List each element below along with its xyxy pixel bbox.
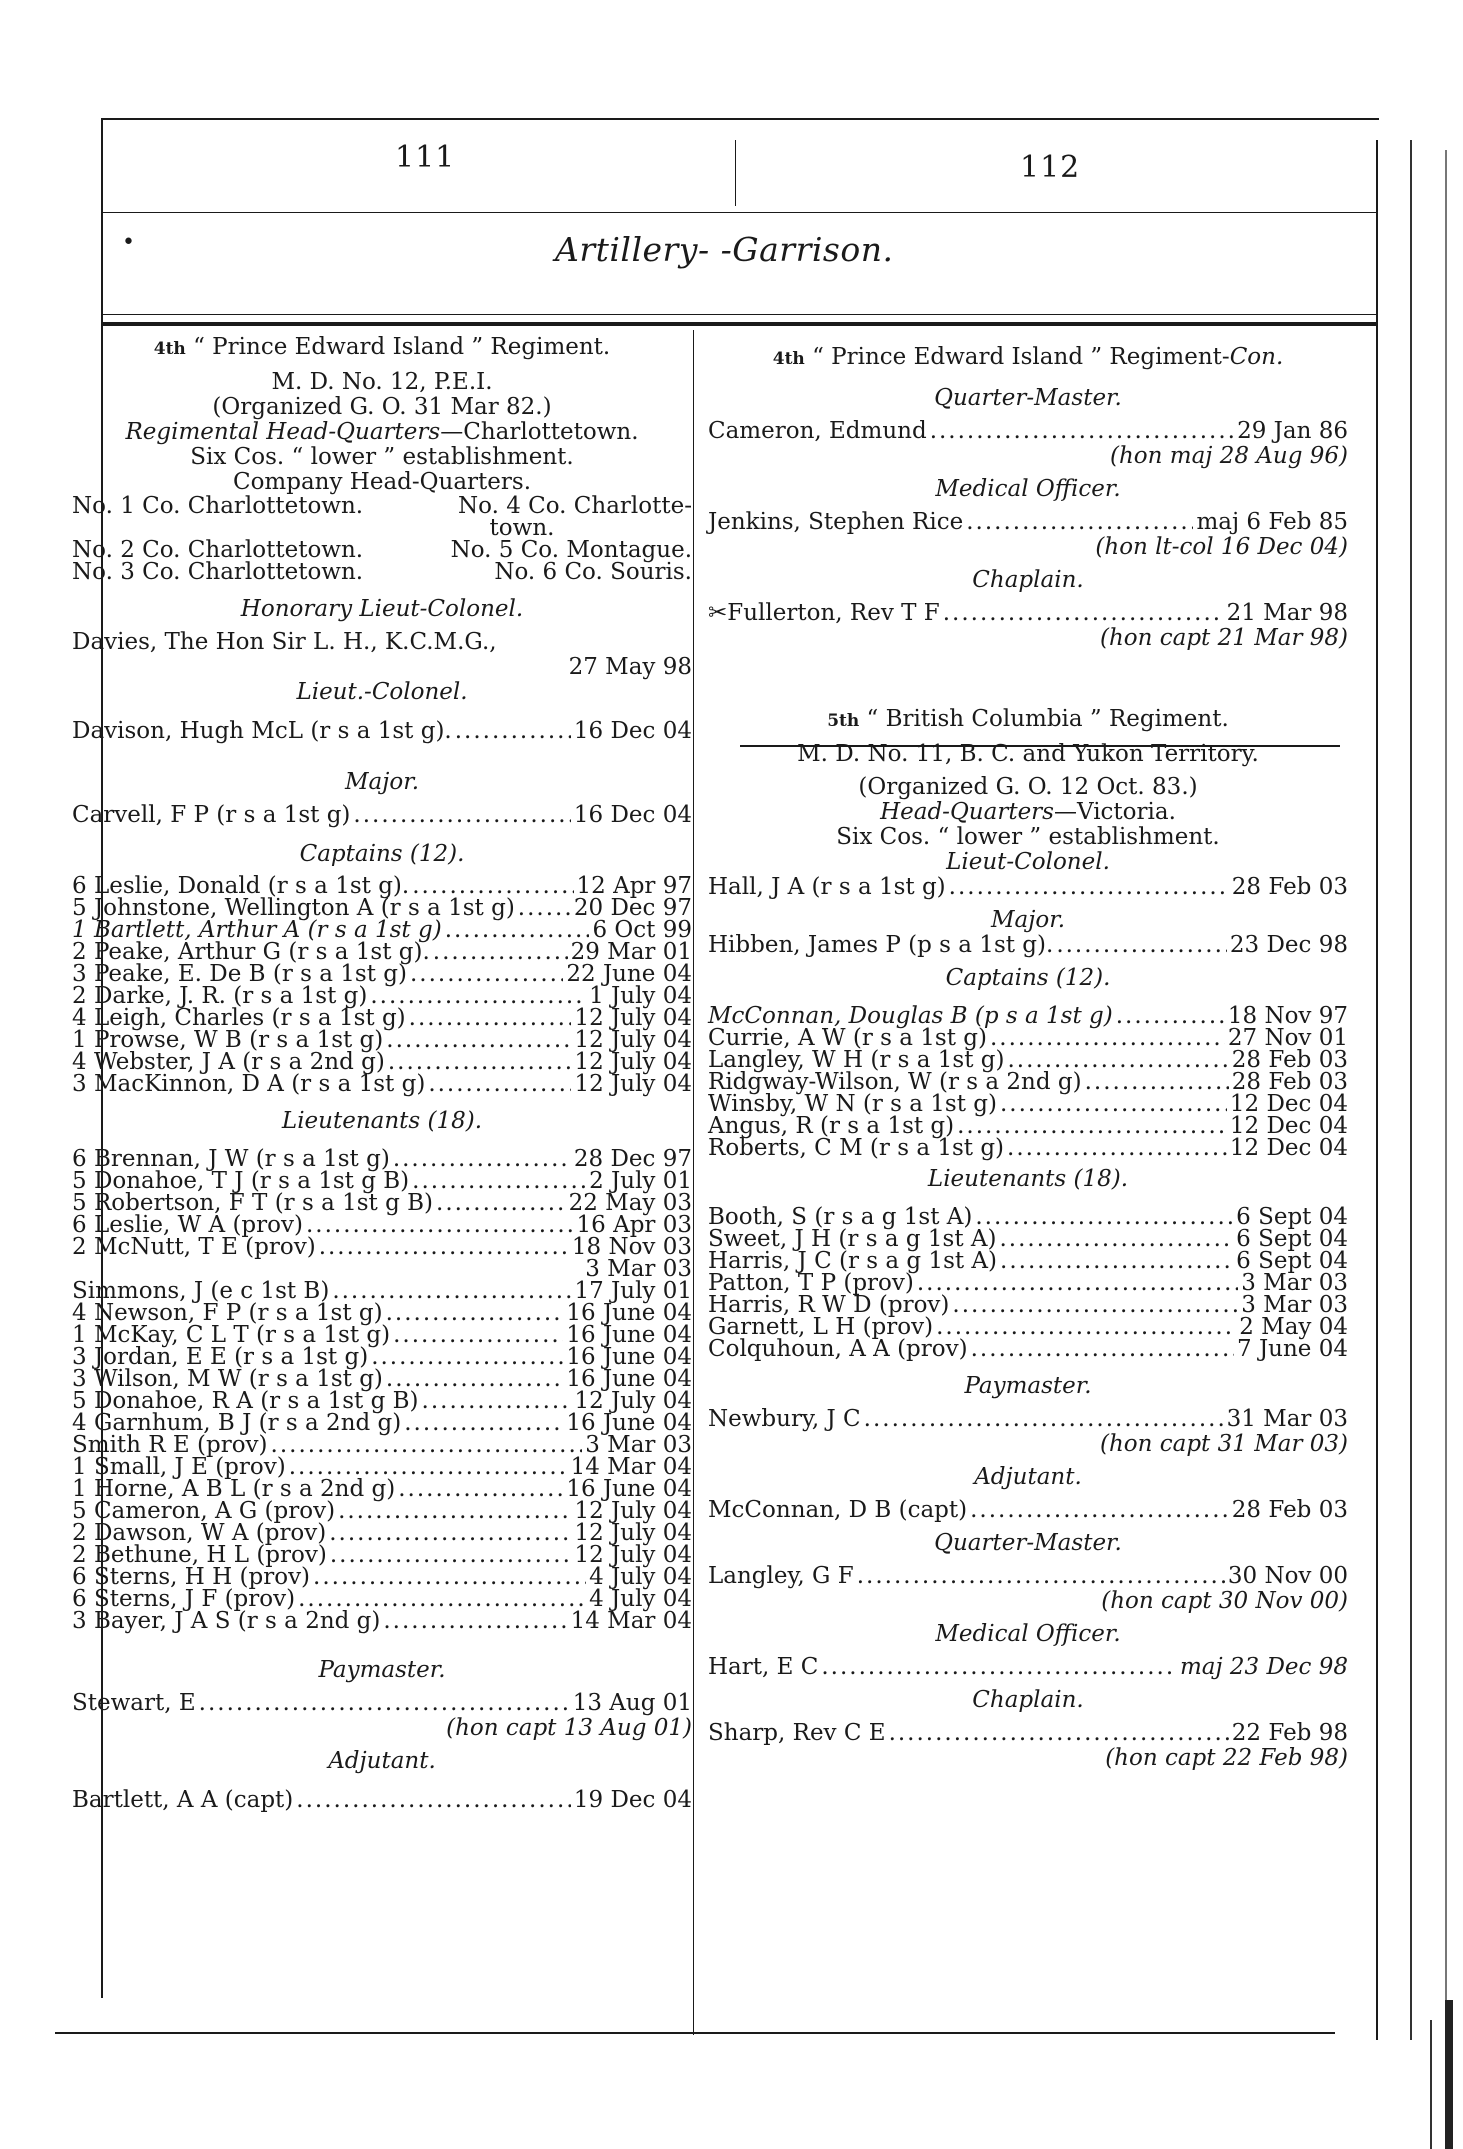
lieutenant-entry: 5 Robertson, F T (r s a 1st g B) ..... 22 May 03 (72, 1192, 692, 1214)
adjutant-entry: McConnan, D B (capt) ..... 28 Feb 03 (708, 1498, 1348, 1523)
establishment-note: Six Cos. “ lower ” establishment. (190, 444, 574, 470)
lieutenant-entry: 6 Brennan, J W (r s a 1st g) ..... 28 Dec 97 (72, 1148, 692, 1170)
lieutenant-entry: Sweet, J H (r s a g 1st A) ..... 6 Sept 04 (708, 1228, 1348, 1250)
qm2-heading: Quarter-Master. (934, 1530, 1122, 1556)
regimental-hq (708, 800, 1348, 825)
qm-heading: Quarter-Master. (934, 385, 1122, 411)
captain-entry: Angus, R (r s a 1st g) ..... 12 Dec 04 (708, 1115, 1348, 1137)
mo2-heading: Medical Officer. (935, 1621, 1121, 1647)
regiment-heading (72, 335, 692, 362)
hon-lt-col-date: 27 May 98 (568, 654, 692, 680)
company-list (72, 495, 692, 583)
captain-entry: 1 Bartlett, Arthur A (r s a 1st g) ..... 6 Oct 99 (72, 919, 692, 941)
captains-list (708, 1005, 1348, 1159)
captains-heading: Captains (12). (299, 841, 465, 867)
qm2-entry: Langley, G F ..... 30 Nov 00 (708, 1564, 1348, 1589)
binding-edge-mark (1445, 2000, 1453, 2149)
mo-heading: Medical Officer. (935, 476, 1121, 502)
hq-label: Head-Quarters (880, 799, 1054, 825)
captain-entry: 6 Leslie, Donald (r s a 1st g). ..... 12 Apr 97 (72, 875, 692, 897)
regiment-name: “ British Columbia ” Regiment. (866, 706, 1229, 732)
regiment-name: “ Prince Edward Island ” Regiment- (812, 344, 1230, 370)
captain-entry: 1 Prowse, W B (r s a 1st g) ..... 12 July 04 (72, 1029, 692, 1051)
chaplain2-hon: (hon capt 22 Feb 98) (1105, 1745, 1348, 1771)
lieutenants-list (708, 1206, 1348, 1360)
lieutenant-entry: Smith R E (prov) ..... 3 Mar 03 (72, 1434, 692, 1456)
hq-label: Regimental Head-Quarters (125, 419, 441, 445)
chaplain2-entry: Sharp, Rev C E ..... 22 Feb 98 (708, 1721, 1348, 1746)
lieutenant-entry: Booth, S (r s a g 1st A) ..... 6 Sept 04 (708, 1206, 1348, 1228)
paymaster-heading: Paymaster. (964, 1373, 1092, 1399)
binding-edge-line (1410, 140, 1412, 2040)
binding-edge-faint (1445, 150, 1447, 2000)
company-hq-heading: Company Head-Quarters. (232, 469, 532, 495)
chaplain-entry: ✂Fullerton, Rev T F ..... 21 Mar 98 (708, 601, 1348, 626)
lieutenant-entry: 5 Donahoe, T J (r s a 1st g B) ..... 2 July 01 (72, 1170, 692, 1192)
hq-place: —Victoria. (1053, 799, 1176, 825)
lieutenant-entry: 6 Sterns, H H (prov) ..... 4 July 04 (72, 1566, 692, 1588)
captain-entry: Winsby, W N (r s a 1st g) ..... 12 Dec 04 (708, 1093, 1348, 1115)
lieutenant-entry: 3 Wilson, M W (r s a 1st g) ..... 16 June 04 (72, 1368, 692, 1390)
lieutenant-entry: 4 Newson, F P (r s a 1st g) ..... 16 June 04 (72, 1302, 692, 1324)
lieutenant-entry: Simmons, J (e c 1st B) ..... 17 July 01 (72, 1280, 692, 1302)
paymaster-heading: Paymaster. (318, 1657, 446, 1683)
page-number-right: 112 (1020, 150, 1081, 185)
qm2-hon: (hon capt 30 Nov 00) (1101, 1588, 1348, 1614)
continued-heading (708, 345, 1348, 372)
captain-entry: Currie, A W (r s a 1st g) ..... 27 Nov 01 (708, 1027, 1348, 1049)
frame-right-rule (1376, 140, 1378, 2040)
captain-entry: 2 Darke, J. R. (r s a 1st g) ..... 1 July 04 (72, 985, 692, 1007)
adjutant-heading: Adjutant. (328, 1748, 436, 1774)
major-heading: Major. (990, 907, 1066, 933)
captains-heading: Captains (12). (945, 965, 1111, 991)
major-entry: Carvell, F P (r s a 1st g) ..... 16 Dec 04 (72, 803, 692, 828)
lieutenant-entry: 3 Bayer, J A S (r s a 2nd g) ..... 14 Mar 04 (72, 1610, 692, 1632)
page-number-left: 111 (395, 140, 456, 175)
lieutenant-entry: 1 Horne, A B L (r s a 2nd g) ..... 16 June 04 (72, 1478, 692, 1500)
lieutenant-entry: 2 McNutt, T E (prov) ..... 18 Nov 03 (72, 1236, 692, 1258)
lieutenant-entry: 1 Small, J E (prov) ..... 14 Mar 04 (72, 1456, 692, 1478)
regimental-hq (72, 420, 692, 445)
hon-lt-col-name: Davies, The Hon Sir L. H., K.C.M.G., (72, 629, 497, 655)
regiment-number: 5th (827, 711, 860, 731)
chaplain-heading: Chaplain. (972, 567, 1084, 593)
lieutenant-entry: 4 Garnhum, B J (r s a 2nd g) ..... 16 June 04 (72, 1412, 692, 1434)
bottom-rule (55, 2032, 1335, 2034)
organized-note: (Organized G. O. 31 Mar 82.) (212, 394, 552, 420)
major-entry: Hibben, James P (p s a 1st g). ..... 23 Dec 98 (708, 933, 1348, 958)
captain-entry: 3 Peake, E. De B (r s a 1st g) ..... 22 June 04 (72, 963, 692, 985)
bullet-mark: • (122, 230, 135, 255)
regiment-heading (708, 707, 1348, 734)
company-row: No. 1 Co. Charlottetown. No. 4 Co. Charlotte- (72, 493, 692, 519)
lieutenant-entry: Harris, R W D (prov) ..... 3 Mar 03 (708, 1294, 1348, 1316)
captain-entry: 2 Peake, Arthur G (r s a 1st g). ..... 29 Mar 01 (72, 941, 692, 963)
establishment-note: Six Cos. “ lower ” establishment. (836, 824, 1220, 850)
captain-entry: Langley, W H (r s a 1st g) ..... 28 Feb 03 (708, 1049, 1348, 1071)
lieutenant-entry: 5 Cameron, A G (prov) ..... 12 July 04 (72, 1500, 692, 1522)
lt-col-entry: Hall, J A (r s a 1st g) ..... 28 Feb 03 (708, 875, 1348, 900)
qm-entry: Cameron, Edmund ..... 29 Jan 86 (708, 419, 1348, 444)
lieutenant-entry: Patton, T P (prov) ..... 3 Mar 03 (708, 1272, 1348, 1294)
captains-list (72, 875, 692, 1095)
paymaster-entry: Stewart, E ..... 13 Aug 01 (72, 1691, 692, 1716)
military-district: M. D. No. 12, P.E.I. (271, 369, 493, 395)
regiment-number: 4th (153, 339, 186, 359)
company-row: town. (489, 515, 555, 541)
adjutant-heading: Adjutant. (974, 1464, 1082, 1490)
lieutenant-entry: 6 Sterns, J F (prov) ..... 4 July 04 (72, 1588, 692, 1610)
binding-edge-bottom (1430, 2020, 1432, 2149)
lieutenant-extra-date: 3 Mar 03 (585, 1256, 692, 1282)
lieutenant-entry: Garnett, L H (prov) ..... 2 May 04 (708, 1316, 1348, 1338)
lieutenants-heading: Lieutenants (18). (927, 1166, 1129, 1192)
regiment-number: 4th (772, 349, 805, 369)
organized-note: (Organized G. O. 12 Oct. 83.) (858, 774, 1198, 800)
adjutant-entry: Bartlett, A A (capt) ..... 19 Dec 04 (72, 1788, 692, 1813)
hq-place: —Charlottetown. (440, 419, 639, 445)
hon-lt-col-heading: Honorary Lieut-Colonel. (240, 596, 524, 622)
chaplain-hon: (hon capt 21 Mar 98) (1099, 625, 1348, 651)
lieutenants-list-a (72, 1148, 692, 1632)
chaplain2-heading: Chaplain. (972, 1687, 1084, 1713)
paymaster-hon: (hon capt 31 Mar 03) (1099, 1431, 1348, 1457)
column-divider (693, 330, 694, 2035)
regiment-name: “ Prince Edward Island ” Regiment. (193, 334, 611, 360)
captain-entry: 5 Johnstone, Wellington A (r s a 1st g) ..... 20 Dec 97 (72, 897, 692, 919)
lieutenant-entry: 3 Jordan, E E (r s a 1st g) ..... 16 June 04 (72, 1346, 692, 1368)
major-heading: Major. (344, 769, 420, 795)
military-district: M. D. No. 11, B. C. and Yukon Territory. (797, 741, 1259, 767)
frame-top-rule (103, 118, 1379, 120)
mo-entry: Jenkins, Stephen Rice ..... maj 6 Feb 85 (708, 510, 1348, 535)
captain-entry: McConnan, Douglas B (p s a 1st g) ..... 18 Nov 97 (708, 1005, 1348, 1027)
company-row: No. 3 Co. Charlottetown. No. 6 Co. Souris. (72, 559, 692, 585)
lieutenant-entry: Harris, J C (r s a g 1st A) ..... 6 Sept 04 (708, 1250, 1348, 1272)
mo-hon: (hon lt-col 16 Dec 04) (1095, 534, 1348, 560)
captain-entry: Ridgway-Wilson, W (r s a 2nd g) ..... 28 Feb 03 (708, 1071, 1348, 1093)
lieutenant-entry: Colquhoun, A A (prov) ..... 7 June 04 (708, 1338, 1348, 1360)
captain-entry: 4 Leigh, Charles (r s a 1st g) ..... 12 July 04 (72, 1007, 692, 1029)
header-rule (103, 212, 1377, 213)
page-number-divider (735, 140, 736, 206)
lt-col-entry: Davison, Hugh McL (r s a 1st g). ..... 16 Dec 04 (72, 719, 692, 744)
company-row: No. 2 Co. Charlottetown. No. 5 Co. Montague. (72, 537, 692, 563)
lieutenant-entry: 5 Donahoe, R A (r s a 1st g B) ..... 12 July 04 (72, 1390, 692, 1412)
right-column (708, 345, 1348, 1771)
lt-col-heading: Lieut-Colonel. (946, 849, 1110, 875)
paymaster-entry: Newbury, J C ..... 31 Mar 03 (708, 1407, 1348, 1432)
qm-hon: (hon maj 28 Aug 96) (1110, 443, 1348, 469)
title-thick-rule (103, 322, 1377, 326)
left-column (72, 335, 692, 1813)
paymaster-hon: (hon capt 13 Aug 01) (446, 1715, 692, 1741)
captain-entry: 4 Webster, J A (r s a 2nd g) ..... 12 July 04 (72, 1051, 692, 1073)
lieutenant-entry: 2 Dawson, W A (prov) ..... 12 July 04 (72, 1522, 692, 1544)
lieutenants-heading: Lieutenants (18). (281, 1108, 483, 1134)
captain-entry: Roberts, C M (r s a 1st g) ..... 12 Dec 04 (708, 1137, 1348, 1159)
lt-col-heading: Lieut.-Colonel. (296, 679, 468, 705)
captain-entry: 3 MacKinnon, D A (r s a 1st g) ..... 12 July 04 (72, 1073, 692, 1095)
lieutenant-entry: 6 Leslie, W A (prov) ..... 16 Apr 03 (72, 1214, 692, 1236)
lieutenant-entry: 1 McKay, C L T (r s a 1st g) ..... 16 June 04 (72, 1324, 692, 1346)
lieutenant-entry: 2 Bethune, H L (prov) ..... 12 July 04 (72, 1544, 692, 1566)
page-title: Artillery- -Garrison. (555, 230, 894, 269)
continued-suffix: Con. (1229, 344, 1284, 370)
mo2-entry: Hart, E C ..... maj 23 Dec 98 (708, 1655, 1348, 1680)
title-thin-rule (103, 314, 1377, 315)
